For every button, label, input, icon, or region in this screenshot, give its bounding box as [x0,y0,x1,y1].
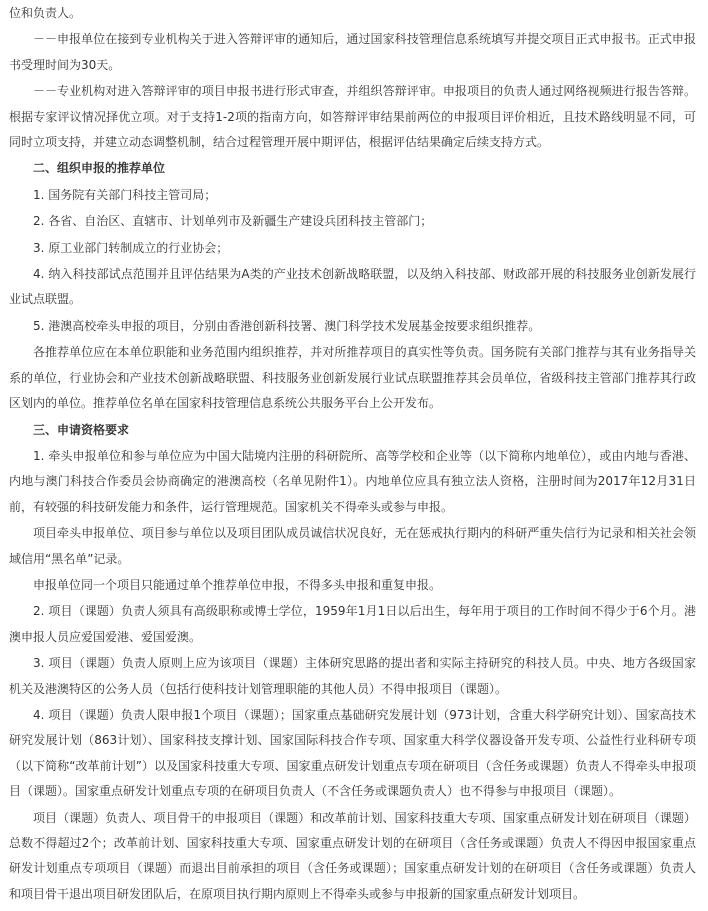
list-item: 2. 项目（课题）负责人须具有高级职称或博士学位，1959年1月1日以后出生，每年用于项目的工作时间不得少于6个月。港澳申报人员应爱国爱港、爱国爱澳。 [9,604,696,644]
paragraph: 各推荐单位应在本单位职能和业务范围内组织推荐，并对所推荐项目的真实性等负责。国务院有关部门推荐与其有业务指导关系的单位，行业协会和产业技术创新战略联盟、科技服务业创新发展行业试点联盟推荐其会员单位，省级科技主管部门推荐其行政区划内的单位。推荐单位名单在国家科技管理信息系统公共服务平台上公开发布。 [9,345,696,411]
paragraph: 项目牵头申报单位、项目参与单位以及项目团队成员诚信状况良好，无在惩戒执行期内的科研严重失信行为记录和相关社会领域信用“黑名单”记录。 [9,526,696,566]
section-heading: 二、组织申报的推荐单位 [33,161,166,176]
list-item: 3. 原工业部门转制成立的行业协会； [33,240,229,255]
list-item: 2. 各省、自治区、直辖市、计划单列市及新疆生产建设兵团科技主管部门； [33,214,433,229]
paragraph: 申报单位同一个项目只能通过单个推荐单位申报，不得多头申报和重复申报。 [33,577,442,592]
list-item: 4. 项目（课题）负责人限申报1个项目（课题）；国家重点基础研究发展计划（973计划，含重大科学研究计划）、国家高技术研究发展计划（863计划）、国家科技支撑计划、国家国际科技合作专项、国家重大科学仪器设备开发专项、公益性行业科研专项（以下简称“改革前计划”）以及国家科技重大专项、国家重点研发计划重点专项在研项目（含任务或课题）负责人不得牵头申报项目（课题）。国家重点研发计划重点专项的在研项目负责人（不含任务或课题负责人）也不得参与申报项目（课题）。 [9,707,696,799]
section-heading: 三、申请资格要求 [33,422,130,437]
list-item: 5. 港澳高校牵头申报的项目，分别由香港创新科技署、澳门科学技术发展基金按要求组织推荐。 [33,318,541,333]
paragraph: 项目（课题）负责人、项目骨干的申报项目（课题）和改革前计划、国家科技重大专项、国家重点研发计划在研项目（课题）总数不得超过2个；改革前计划、国家科技重大专项、国家重点研发计划的在研项目（含任务或课题）负责人不得因申报国家重点研发计划重点专项项目（课题）而退出目前承担的项目（含任务或课题）；国家重点研发计划的在研项目（含任务或课题）负责人和项目骨干退出项目研发团队后，在原项目执行期内原则上不得牵头或参与申报新的国家重点研发计划项目。 [9,810,696,901]
paragraph: －－申报单位在接到专业机构关于进入答辩评审的通知后，通过国家科技管理信息系统填写并提交项目正式申报书。正式申报书受理时间为30天。 [9,32,696,72]
list-item: 4. 纳入科技部试点范围并且评估结果为A类的产业技术创新战略联盟，以及纳入科技部、财政部开展的科技服务业创新发展行业试点联盟。 [9,267,696,307]
paragraph: 位和负责人。 [9,6,82,20]
list-item: 1. 国务院有关部门科技主管司局； [33,187,217,202]
list-item: 3. 项目（课题）负责人原则上应为该项目（课题）主体研究思路的提出者和实际主持研究的科技人员。中央、地方各级国家机关及港澳特区的公务人员（包括行使科技计划管理职能的其他人员）不得申报项目（课题）。 [9,656,696,696]
paragraph: －－专业机构对进入答辩评审的项目申报书进行形式审查，并组织答辩评审。申报项目的负责人通过网络视频进行报告答辩。根据专家评议情况择优立项。对于支持1-2项的指南方向，如答辩评审结果前两位的申报项目评价相近，且技术路线明显不同，可同时立项支持，并建立动态调整机制，结合过程管理开展中期评估，根据评估结果确定后续支持方式。 [9,84,696,150]
list-item: 1. 牵头申报单位和参与单位应为中国大陆境内注册的科研院所、高等学校和企业等（以下简称内地单位），或由内地与香港、内地与澳门科技合作委员会协商确定的港澳高校（名单见附件1）。内地单位应具有独立法人资格，注册时间为2017年12月31日前，有较强的科技研发能力和条件，运行管理规范。国家机关不得牵头或参与申报。 [9,448,696,514]
